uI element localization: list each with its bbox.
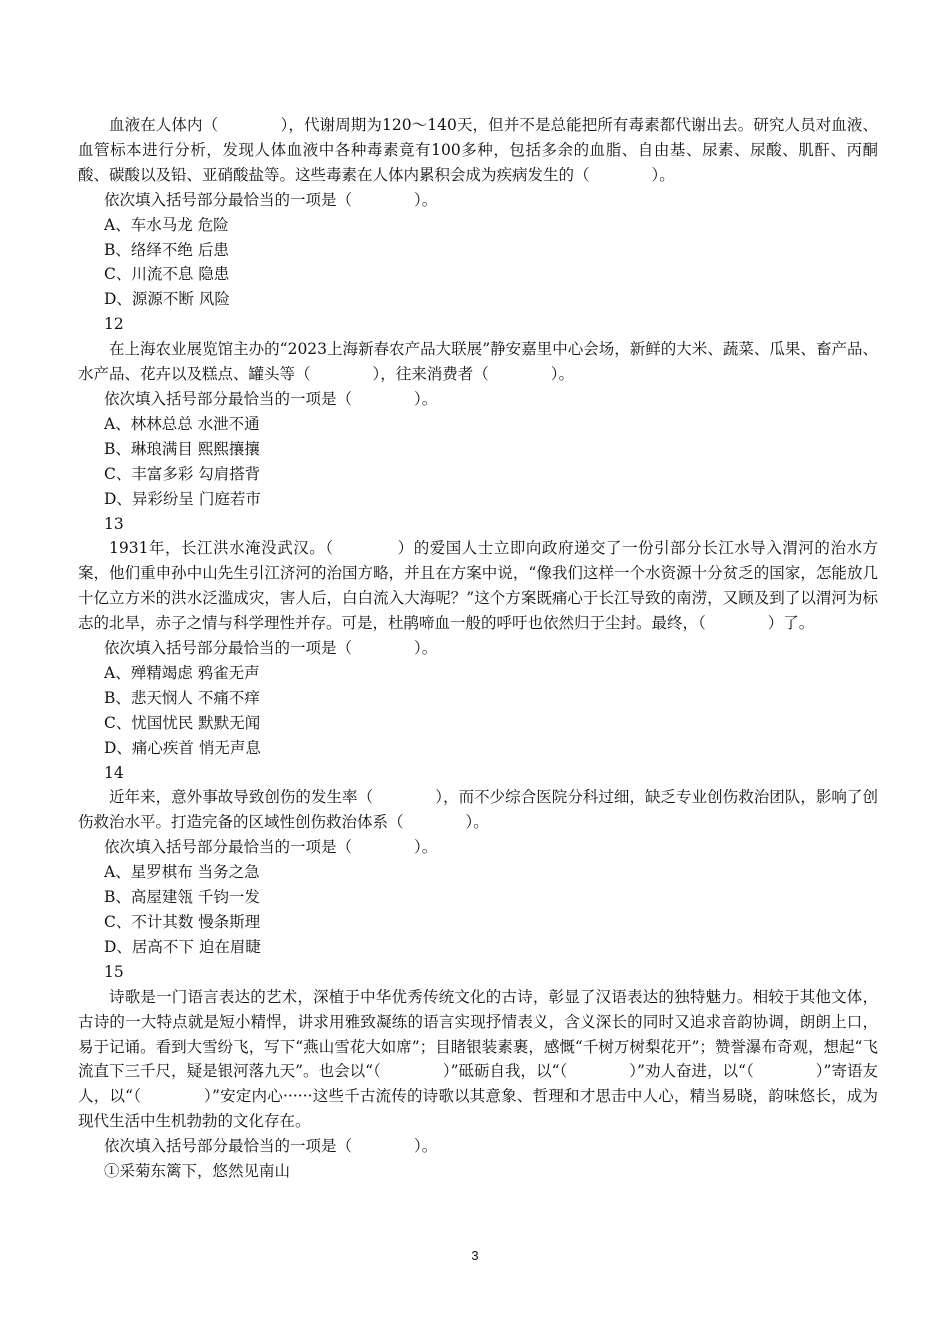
page-content (78, 113, 878, 1184)
q12-passage: 在上海农业展览馆主办的“2023上海新春农产品大联展”静安嘉里中心会场，新鲜的大米、蔬菜、瓜果、畜产品、水产品、花卉以及糕点、罐头等（ ），往来消费者（ ）。 (78, 340, 878, 384)
q13-option-d: D、痛心疾首 悄无声息 (104, 738, 261, 757)
q12-prompt: 依次填入括号部分最恰当的一项是（ ）。 (104, 389, 438, 408)
q14-option-b: B、高屋建瓴 千钧一发 (104, 888, 260, 907)
q14-option-a: A、星罗棋布 当务之急 (104, 863, 260, 882)
q15-passage: 诗歌是一门语言表达的艺术，深植于中华优秀传统文化的古诗，彰显了汉语表达的独特魅力。相较于其他文体，古诗的一大特点就是短小精悍，讲求用雅致凝练的语言实现抒情表义，含义深长的同时又追求音韵协调，朗朗上口，易于记诵。看到大雪纷飞，写下“燕山雪花大如席”；目睹银装素裹，感慨“千树万树梨花开”；赞誉瀑布奇观，想起“飞流直下三千尺，疑是银河落九天”。也会以“（ ）”砥砺自我，以“（ ）”劝人奋进，以“（ ）”寄语友人，以“（ ）”安定内心······这些千古流传的诗歌以其意象、哲理和才思击中人心，精当易晓，韵味悠长，成为现代生活中生机勃勃的文化存在。 (78, 987, 878, 1131)
q13-number: 13 (104, 514, 124, 533)
page-number: 3 (471, 1248, 479, 1263)
q11-option-d: D、源源不断 风险 (104, 290, 230, 309)
q15-prompt: 依次填入括号部分最恰当的一项是（ ）。 (104, 1137, 438, 1156)
q13-option-c: C、忧国忧民 默默无闻 (104, 713, 261, 732)
q11-option-b: B、络绎不绝 后患 (104, 240, 229, 259)
q14-number: 14 (104, 763, 124, 782)
q15-item-1: ①采菊东篱下，悠然见南山 (104, 1162, 291, 1181)
q11-option-a: A、车水马龙 危险 (104, 215, 229, 234)
q12-number: 12 (104, 315, 124, 334)
q11-prompt: 依次填入括号部分最恰当的一项是（ ）。 (104, 190, 438, 209)
q12-option-a: A、林林总总 水泄不通 (104, 414, 260, 433)
q13-option-a: A、殚精竭虑 鸦雀无声 (104, 663, 260, 682)
q12-option-d: D、异彩纷呈 门庭若市 (104, 489, 261, 508)
q14-option-d: D、居高不下 迫在眉睫 (104, 937, 261, 956)
q13-option-b: B、悲天悯人 不痛不痒 (104, 688, 260, 707)
q11-passage: 血液在人体内（ ），代谢周期为120～140天，但并不是总能把所有毒素都代谢出去。研究人员对血液、血管标本进行分析，发现人体血液中各种毒素竟有100多种，包括多余的血脂、自由基、尿素、尿酸、肌酐、丙酮酸、碳酸以及铅、亚硝酸盐等。这些毒素在人体内累积会成为疾病发生的（ ）。 (78, 116, 878, 184)
q13-prompt: 依次填入括号部分最恰当的一项是（ ）。 (104, 639, 438, 658)
q14-prompt: 依次填入括号部分最恰当的一项是（ ）。 (104, 838, 438, 857)
q13-passage: 1931年，长江洪水淹没武汉。（ ）的爱国人士立即向政府递交了一份引部分长江水导入渭河的治水方案，他们重申孙中山先生引江济河的治国方略，并且在方案中说，“像我们这样一个水资源十分贫乏的国家，怎能放几十亿立方米的洪水泛滥成灾，害人后，白白流入大海呢？”这个方案既痛心于长江导致的南涝，又顾及到了以渭河为标志的北旱，赤子之情与科学理性并存。可是，杜鹃啼血一般的呼吁也依然归于尘封。最终，（ ）了。 (78, 539, 878, 633)
q14-passage: 近年来，意外事故导致创伤的发生率（ ），而不少综合医院分科过细，缺乏专业创伤救治团队，影响了创伤救治水平。打造完备的区域性创伤救治体系（ ）。 (78, 788, 878, 832)
q11-option-c: C、川流不息 隐患 (104, 265, 230, 284)
q15-number: 15 (104, 962, 124, 981)
q14-option-c: C、不计其数 慢条斯理 (104, 913, 261, 931)
q12-option-b: B、琳琅满目 熙熙攘攘 (104, 439, 260, 458)
q12-option-c: C、丰富多彩 勾肩搭背 (104, 464, 261, 483)
